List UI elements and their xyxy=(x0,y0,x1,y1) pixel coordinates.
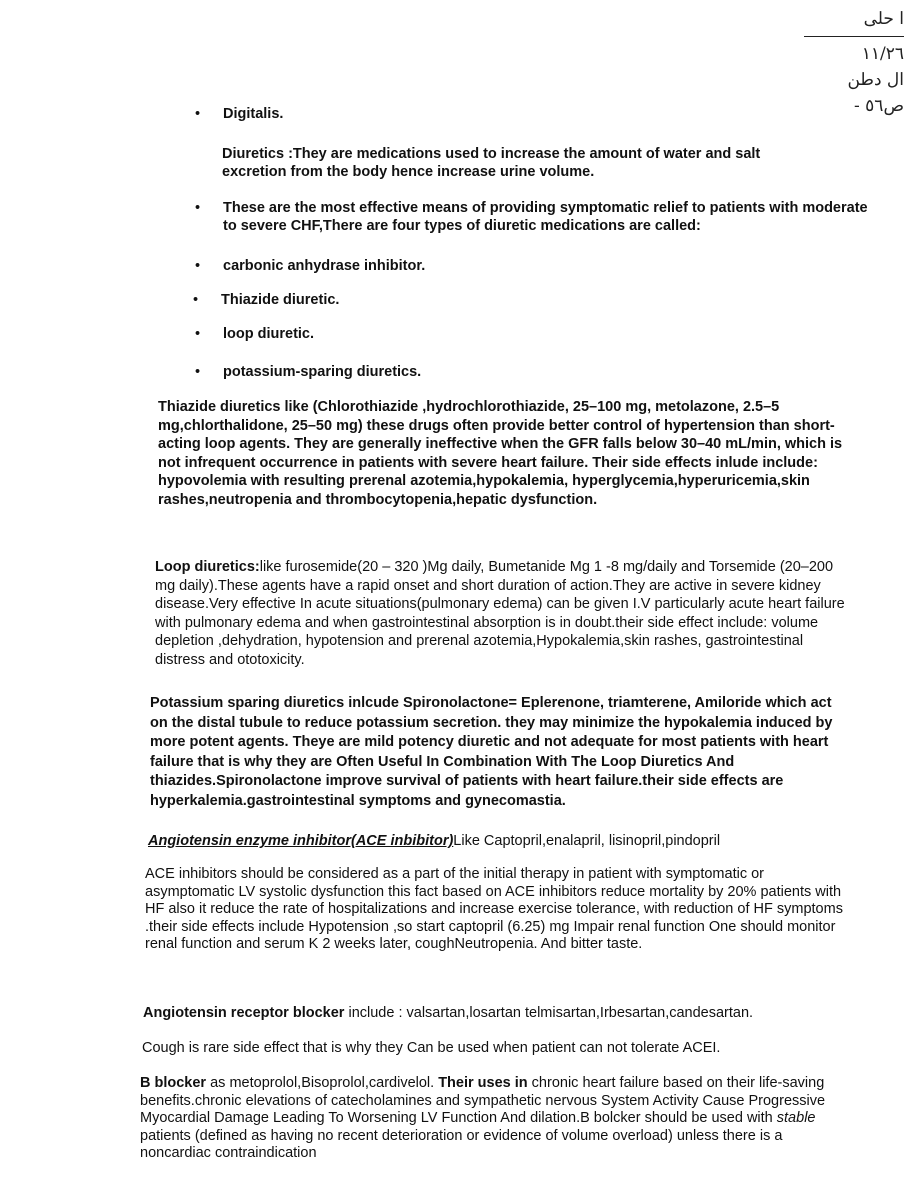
bullet-item: • potassium-sparing diuretics. xyxy=(195,364,422,380)
bullet-icon: • xyxy=(195,364,201,380)
bullet-item: • loop diuretic. xyxy=(195,326,315,342)
bullet-item: • Thiazide diuretic. xyxy=(193,292,340,308)
handwritten-line-1: ا حلی xyxy=(863,9,904,29)
bullet-item: • These are the most effective means of providing symptomatic relief to patients with moderate to severe CHF,There are four types of diuretic medications are called: xyxy=(195,200,868,234)
bblocker-paragraph xyxy=(140,1075,845,1163)
diuretics-definition: Diuretics :They are medications used to increase the amount of water and salt excretion from the body hence increase urine volume. xyxy=(222,146,761,180)
loop-label: Loop diuretics: xyxy=(155,559,260,575)
bullet-icon: • xyxy=(193,292,199,308)
arb-text: include : valsartan,losartan telmisartan,Irbesartan,candesartan. xyxy=(344,1005,754,1021)
arb-paragraph xyxy=(143,1005,843,1023)
ace-heading xyxy=(148,833,848,851)
handwritten-line-2: ١١/٢٦ xyxy=(861,44,904,64)
potassium-paragraph: Potassium sparing diuretics inlcude Spironolactone= Eplerenone, triamterene, Amiloride which act on the distal tubule to reduce potassium secretion. they may minimize the hypokalemia induced by more potent agents. Theye are mild potency diuretic and not adequate for most patients with heart failure that is why they are Often Useful In Combination With The Loop Diuretics And thiazides.Spironolactone improve survival of patients with heart failure.their side effects are hyperkalemia.gastrointestinal symptoms and gynecomastia. xyxy=(150,695,833,809)
bblocker-text-2: chronic heart failure based on their life-saving benefits.chronic elevations of catecholamines and sympathetic nervous System Activity Cause Progressive Myocardial Damage Leading To Worsening LV Function And dilation.B bolcker should be used with xyxy=(140,1075,826,1126)
bblocker-text-1: as metoprolol,Bisoprolol,cardivelol. xyxy=(206,1075,439,1091)
ace-heading-drugs: Like Captopril,enalapril, lisinopril,pindopril xyxy=(453,833,721,849)
cough-paragraph: Cough is rare side effect that is why they Can be used when patient can not tolerate ACEI. xyxy=(142,1040,721,1056)
handwritten-line-4: ص٥٦ - xyxy=(854,96,904,116)
bullet-item: • carbonic anhydrase inhibitor. xyxy=(195,258,426,274)
loop-paragraph xyxy=(155,558,845,669)
bblocker-text-3: patients (defined as having no recent deterioration or evidence of volume overload) unless there is a noncardiac contraindication xyxy=(140,1127,783,1161)
bblocker-label: B blocker xyxy=(140,1075,207,1091)
handwritten-note xyxy=(794,6,904,119)
bullet-icon: • xyxy=(195,326,201,342)
bullet-icon: • xyxy=(195,258,201,274)
bullet-icon: • xyxy=(195,106,201,122)
arb-label: Angiotensin receptor blocker xyxy=(143,1005,345,1021)
bullet-item: • Digitalis. xyxy=(195,106,284,122)
handwritten-line-3: ال دطن xyxy=(847,70,904,90)
bullet-icon: • xyxy=(195,200,201,216)
handwritten-rule xyxy=(804,36,904,37)
bblocker-italic: stable xyxy=(776,1110,816,1126)
bblocker-bold: Their uses in xyxy=(438,1075,528,1091)
ace-heading-title: Angiotensin enzyme inhibitor(ACE inbibitor) xyxy=(148,833,454,849)
loop-text: like furosemide(20 – 320 )Mg daily, Bumetanide Mg 1 -8 mg/daily and Torsemide (20–200 mg daily).These agents have a rapid onset and short duration of action.They are active in severe kidney disease.Very effective In acute situations(pulmonary edema) can be given I.V particularly acute heart failure with pulmonary edema and when gastrointestinal absorption is in doubt.their side effect include: volume depletion ,dehydration, hypotension and prerenal azotemia,Hypokalemia,skin rashes, gastrointestinal distress and ototoxicity. xyxy=(155,559,845,668)
ace-paragraph: ACE inhibitors should be considered as a part of the initial therapy in patient with symptomatic or asymptomatic LV systolic dysfunction this fact based on ACE inhibitors reduce mortality by 20% patients with HF also it reduce the rate of hospitalizations and increase exercise tolerance, with reduction of HF symptoms .their side effects include Hypotension ,so start captopril (6.25) mg Impair renal function One should monitor renal function and serum K 2 weeks later, coughNeutropenia. And bitter taste. xyxy=(145,866,843,952)
thiazide-paragraph: Thiazide diuretics like (Chlorothiazide ,hydrochlorothiazide, 25–100 mg, metolazone, 2.5–5 mg,chlorthalidone, 25–50 mg) these drugs often provide better control of hypertension than short-acting loop agents. They are generally ineffective when the GFR falls below 30–40 mL/min, which is not infrequent occurrence in patients with severe heart failure. Their side effects inlude include: hypovolemia with resulting prerenal azotemia,hypokalemia, hyperglycemia,hyperuricemia,skin rashes,neutropenia and thrombocytopenia,hepatic dysfunction. xyxy=(158,399,843,508)
